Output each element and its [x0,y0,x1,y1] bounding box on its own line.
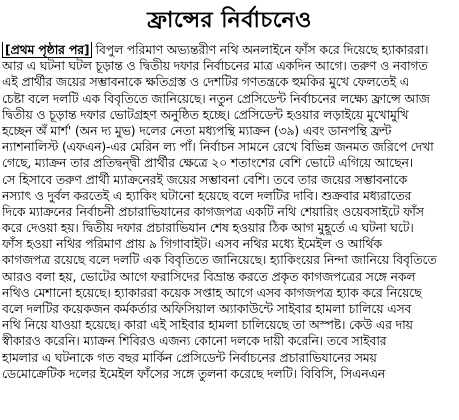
body-line: স্বীকারও করেনি। ম্যাক্রন শিবিরও এজন্য কোনো দলকে দায়ী করেনি। তবে সাইবার [2,333,387,349]
body-line: হামলার এ ঘটনাকে গত বছর মার্কিন প্রেসিডেন্ট নির্বাচনের প্রচারাভিযানের সময় [2,349,377,365]
body-line: হচ্ছেন অঁ মার্শ' (অন দ্য মুভ) দলের নেতা মধ্যপন্থি ম্যাক্রন (৩৯) এবং ডানপন্থি ফ্রন্ট [2,122,392,138]
body-line: করে দেওয়া হয়। দ্বিতীয় দফার প্রচারাভিযান শেষ হওয়ার ঠিক আগ মুহূর্তে এ ঘটনা ঘটে। [2,220,414,236]
body-line: দ্বিতীয় ও চূড়ান্ত দফার ভোটগ্রহণ অনুষ্ঠিত হচ্ছে। প্রেসিডেন্ট হওয়ার লড়াইয়ে মুখোমুখি [2,106,409,122]
body-line-text: ডেমোক্রেটিক দলের ইমেইল ফাঁসের সঙ্গে তুলনা করেছে দলটি। [2,365,297,381]
body-line-text: বিপুল পরিমাণ অভ্যন্তরীণ নথি অনলাইনে ফাঁস করে দিয়েছে হ্যাকাররা। [95,42,429,57]
body-line: নথি নিয়ে যাওয়া হয়েছে। কারা এই সাইবার হামলা চালিয়েছে তা অস্পষ্ট। কেউ এর দায় [2,317,413,333]
body-line: আরও বলা হয়, ভোটের আগে ফরাসিদের বিভ্রান্ত করতে প্রকৃত কাগজপত্রের সঙ্গে নকল [2,268,416,284]
body-line: দিকে ম্যাক্রনের নির্বাচনী প্রচারাভিযানের কাগজপত্র একটি নথি শেয়ারিং ওয়েবসাইটে ফাঁস [2,203,424,219]
body-line: নথিও মেশানো হয়েছে। হ্যাকাররা কয়েক সপ্তাহ আগে এসব কাগজপত্র হ্যাক করে নিয়েছে [2,284,422,300]
body-line: ন্যাশনালিস্ট (এফএন)-এর মেরিন ল্য পাঁ। নির্বাচন সামনে রেখে বিভিন্ন জনমত জরিপে দেখা [2,139,434,155]
body-line [2,366,457,382]
body-line: আর এ ঘটনা ঘটল চূড়ান্ত ও দ্বিতীয় দফার নির্বাচনের মাত্র একদিন আগে। তরুণ ও নবাগত [2,58,428,74]
body-line: গেছে, ম্যাক্রন তার প্রতিদ্বন্দ্বী প্রার্থীর ক্ষেত্রে ২০ শতাংশের বেশি ভোটে এগিয়ে আছেন। [2,155,413,171]
body-line: এই প্রার্থীর জয়ের সম্ভাবনাকে ক্ষতিগ্রস্ত ও দেশটির গণতন্ত্রকে হুমকির মুখে ফেলতেই এ [2,74,409,90]
body-line: কাগজপত্র রয়েছে বলে দলটি এক বিবৃতিতে জানিয়েছে। হ্যাকিংয়ের নিন্দা জানিয়ে বিবৃতিতে [2,252,437,268]
headline: ফ্রান্সের নির্বাচনেও [147,8,312,33]
continued-from-front-page-marker: [প্রথম পৃষ্ঠার পর] [2,42,92,58]
body-line: চেষ্টা বলে দলটি এক বিবৃতিতে জানিয়েছে। নতুন প্রেসিডেন্ট নির্বাচনের লক্ষ্যে ফ্রান্সে আজ [2,90,430,106]
body-line: ফাঁস হওয়া নথির পরিমাণ প্রায় ৯ গিগাবাইট। এসব নথির মধ্যে ইমেইল ও আর্থিক [2,236,382,252]
body-line: বলে দলটির কয়েকজন কর্মকর্তার অফিসিয়াল অ্যাকাউন্টে সাইবার হামলা চালিয়ে এসব [2,301,412,316]
body-line: সে হিসাবে তরুণ প্রার্থী ম্যাক্রনেরই জয়ের সম্ভাবনা বেশি। তবে তার জয়ের সম্ভাবনাকে [2,171,407,187]
body-line [2,42,457,58]
byline: বিবিসি, সিএনএন [300,365,386,381]
news-article [2,0,457,420]
article-body [2,42,457,382]
body-line: নস্যাৎ ও দুর্বল করতেই এ হ্যাকিং ঘটানো হয়েছে বলে দলটির দাবি। শুক্রবার মধ্যরাতের [2,187,412,203]
